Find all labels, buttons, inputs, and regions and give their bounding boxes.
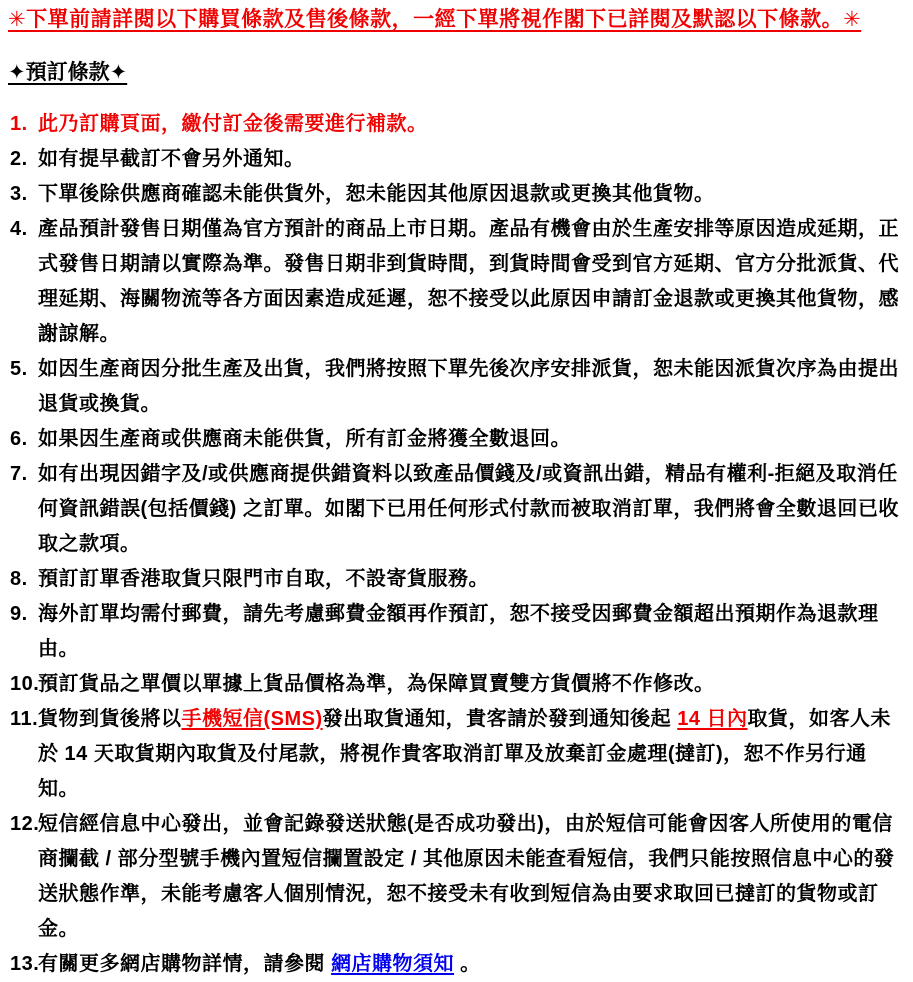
term-text: 取貨，如客人未於 14 天取貨期內取貨及付尾款，將視作貴客取消訂單及放棄訂金處理(撻訂)，恕不作另行通知。 [38,708,892,800]
term-item-4 [8,212,907,352]
term-item-10 [8,667,907,702]
term-item-12 [8,807,907,947]
term-text: 。 [454,953,481,975]
term-text: 此乃訂購頁面，繳付訂金後需要進行補款。 [38,113,428,135]
term-text: 如有出現因錯字及/或供應商提供錯資料以致產品價錢及/或資訊出錯，精品有權利-拒絕及取消任何資訊錯誤(包括價錢) 之訂單。如閣下已用任何形式付款而被取消訂單，我們將會全數退回已收取之款項。 [38,463,899,555]
term-number: 3. [10,183,28,205]
term-number: 13. [10,953,40,975]
term-item-11 [8,702,907,807]
term-number: 7. [10,463,28,485]
term-number: 1. [10,113,28,135]
term-text: 發出取貨通知，貴客請於發到通知後起 [322,708,678,730]
sms-highlight: 手機短信(SMS) [181,708,323,730]
term-number: 9. [10,603,28,625]
term-number: 2. [10,148,28,170]
term-number: 8. [10,568,28,590]
preorder-terms-title [8,59,907,87]
term-text: 短信經信息中心發出，並會記錄發送狀態(是否成功發出)，由於短信可能會因客人所使用的電信商攔截 / 部分型號手機內置短信攔置設定 / 其他原因未能查看短信，我們只能按照信息中心的發送狀態作準，未能考慮客人個別情況，恕不接受未有收到短信為由要求取回已撻訂的貨物或訂金。 [38,813,895,940]
term-text: 預訂貨品之單價以單據上貨品價格為準，為保障買賣雙方貨價將不作修改。 [38,673,715,695]
term-number: 10. [10,673,40,695]
preorder-terms-title-text: ✦預訂條款✦ [8,61,128,84]
store-shopping-guide-link[interactable]: 網店購物須知 [331,953,455,975]
term-number: 6. [10,428,28,450]
term-item-7 [8,457,907,562]
term-item-8 [8,562,907,597]
purchase-notice-text: ✳下單前請詳閱以下購買條款及售後條款，一經下單將視作閣下已詳閱及默認以下條款。✳ [8,8,862,31]
terms-list [8,107,907,982]
term-number: 5. [10,358,28,380]
term-item-6 [8,422,907,457]
term-item-2 [8,142,907,177]
term-text: 貨物到貨後將以 [38,708,182,730]
term-number: 12. [10,813,40,835]
term-text: 下單後除供應商確認未能供貨外，恕未能因其他原因退款或更換其他貨物。 [38,183,715,205]
term-text: 如有提早截訂不會另外通知。 [38,148,305,170]
term-text: 預訂訂單香港取貨只限門市自取，不設寄貨服務。 [38,568,489,590]
term-item-1 [8,107,907,142]
term-item-9 [8,597,907,667]
term-text: 有關更多網店購物詳情，請參閱 [38,953,332,975]
term-text: 如因生產商因分批生產及出貨，我們將按照下單先後次序安排派貨，恕未能因派貨次序為由提出退貨或換貨。 [38,358,899,415]
term-text: 產品預計發售日期僅為官方預計的商品上市日期。產品有機會由於生產安排等原因造成延期，正式發售日期請以實際為準。發售日期非到貨時間，到貨時間會受到官方延期、官方分批派貨、代理延期、海關物流等各方面因素造成延遲，恕不接受以此原因申請訂金退款或更換其他貨物，感謝諒解。 [38,218,899,345]
term-text: 如果因生產商或供應商未能供貨，所有訂金將獲全數退回。 [38,428,571,450]
term-text: 海外訂單均需付郵費，請先考慮郵費金額再作預訂，恕不接受因郵費金額超出預期作為退款理由。 [38,603,879,660]
term-number: 11. [10,708,39,730]
purchase-notice-header [8,6,907,34]
term-item-3 [8,177,907,212]
term-item-13 [8,947,907,982]
pickup-days-highlight: 14 日內 [677,708,748,730]
term-item-5 [8,352,907,422]
term-number: 4. [10,218,28,240]
